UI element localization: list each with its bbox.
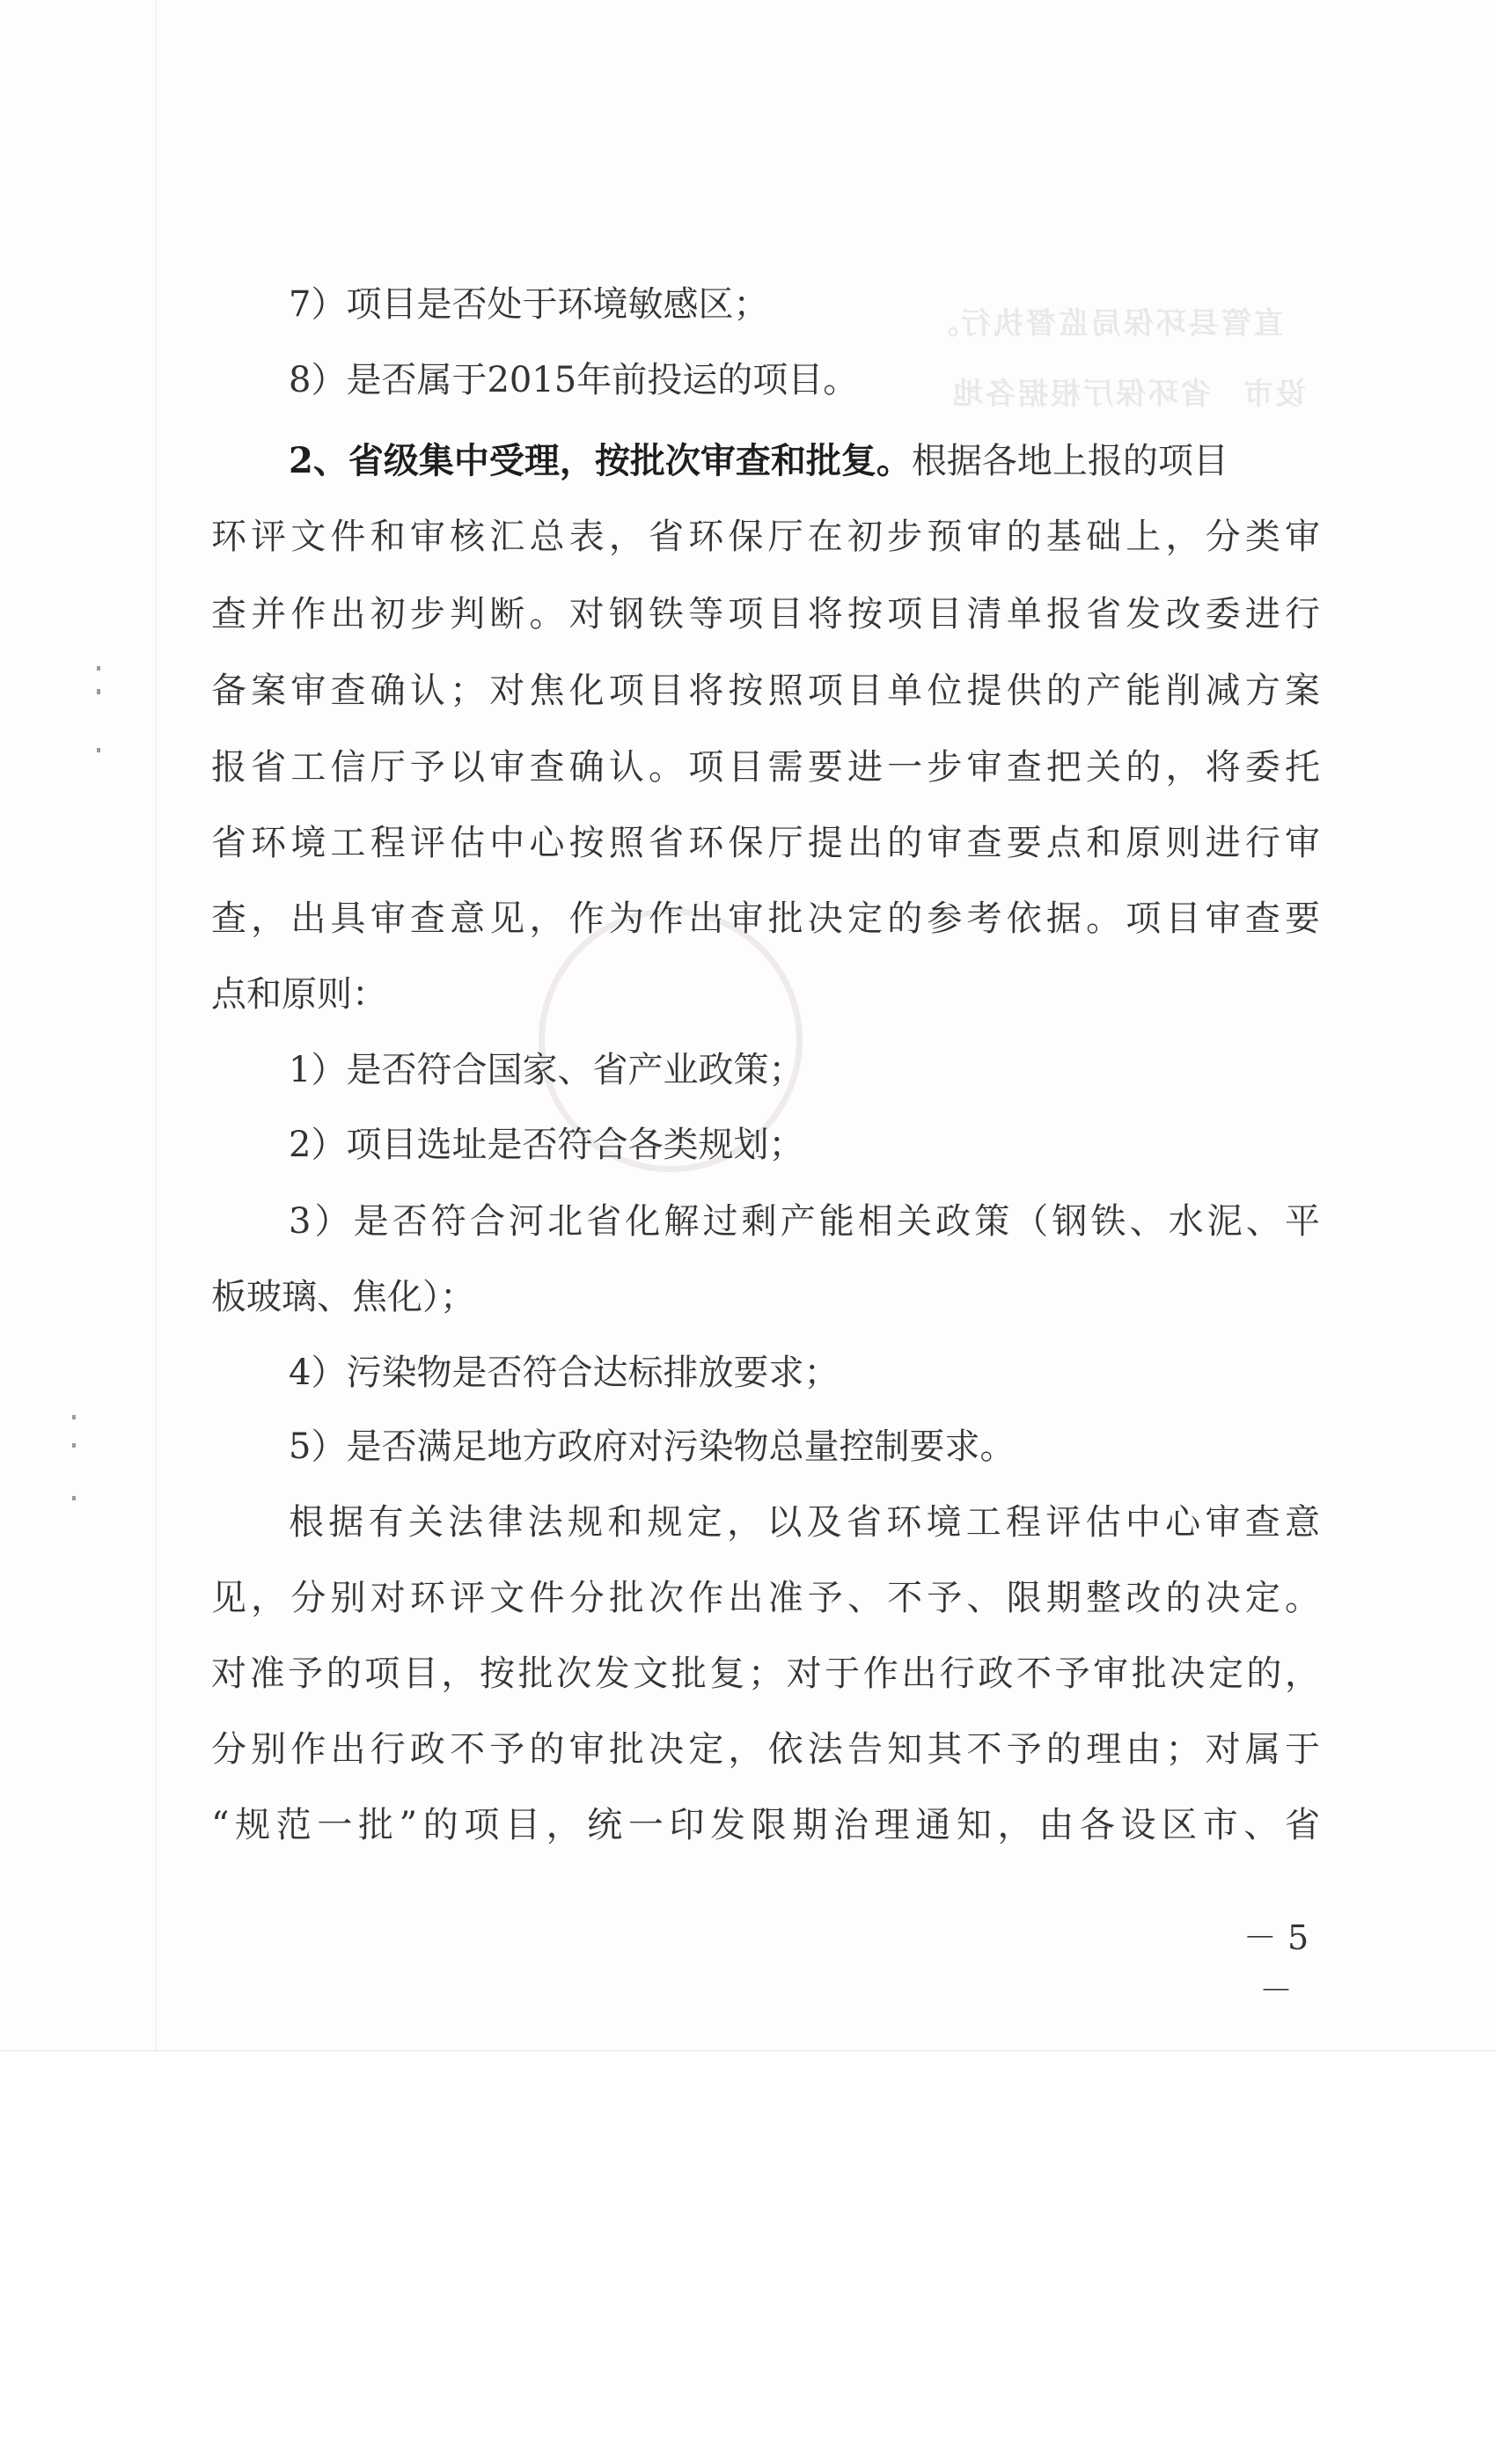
list-item-continuation: 板玻璃、焦化）； <box>211 1277 475 1317</box>
list-item: 1）是否符合国家、省产业政策； <box>289 1050 804 1090</box>
section-heading: 2、省级集中受理，按批次审查和批复。 <box>289 440 912 481</box>
punch-mark <box>97 666 100 671</box>
list-item: 8）是否属于2015年前投运的项目。 <box>289 360 859 400</box>
punch-mark <box>72 1415 76 1419</box>
list-item: 7）项目是否处于环境敏感区； <box>289 284 769 325</box>
paragraph-line: 报省工信厅予以审查确认。项目需要进一步审查把关的，将委托 <box>211 747 1320 788</box>
paragraph-line: 查并作出初步判断。对钢铁等项目将按项目清单报省发改委进行 <box>211 594 1320 634</box>
paragraph-line: 查，出具审查意见，作为作出审批决定的参考依据。项目审查要 <box>211 898 1320 939</box>
paragraph-line: 省环境工程评估中心按照省环保厅提出的审查要点和原则进行审 <box>211 823 1320 863</box>
paragraph-line: 对准予的项目，按批次发文批复；对于作出行政不予审批决定的， <box>211 1654 1320 1694</box>
list-item: 4）污染物是否符合达标排放要求； <box>289 1353 840 1393</box>
bleed-through-text: 省环保厅根据各地 <box>950 377 1211 412</box>
paragraph-line: 环评文件和审核汇总表，省环保厅在初步预审的基础上，分类审 <box>211 517 1320 557</box>
paragraph-line: 根据有关法律法规和规定，以及省环境工程评估中心审查意 <box>289 1502 1320 1543</box>
page-edge-shadow <box>155 0 158 2050</box>
paragraph-line: 备案审查确认；对焦化项目将按照项目单位提供的产能削减方案 <box>211 671 1320 711</box>
paragraph-line: 分别作出行政不予的审批决定，依法告知其不予的理由；对属于 <box>211 1729 1320 1770</box>
bleed-through-text: 直管县环保局监督执行。 <box>926 306 1284 341</box>
punch-mark <box>97 748 100 752</box>
punch-mark <box>72 1496 76 1500</box>
paragraph-text: 根据各地上报的项目 <box>911 441 1228 481</box>
punch-mark <box>97 689 100 694</box>
bleed-through-text: 设市 <box>1241 377 1306 412</box>
page-number: － 5 － <box>1243 1918 1309 2010</box>
paragraph-line: 见，分别对环评文件分批次作出准予、不予、限期整改的决定。 <box>211 1578 1320 1618</box>
list-item: 5）是否满足地方政府对污染物总量控制要求。 <box>289 1426 1016 1467</box>
section-heading-paragraph <box>289 435 1228 488</box>
list-item: 2）项目选址是否符合各类规划； <box>289 1125 804 1165</box>
list-item: 3）是否符合河北省化解过剩产能相关政策（钢铁、水泥、平 <box>289 1201 1320 1242</box>
punch-mark <box>72 1443 76 1448</box>
paragraph-line: 点和原则： <box>211 974 387 1015</box>
paragraph-line: “规范一批”的项目，统一印发限期治理通知，由各设区市、省 <box>211 1805 1320 1845</box>
